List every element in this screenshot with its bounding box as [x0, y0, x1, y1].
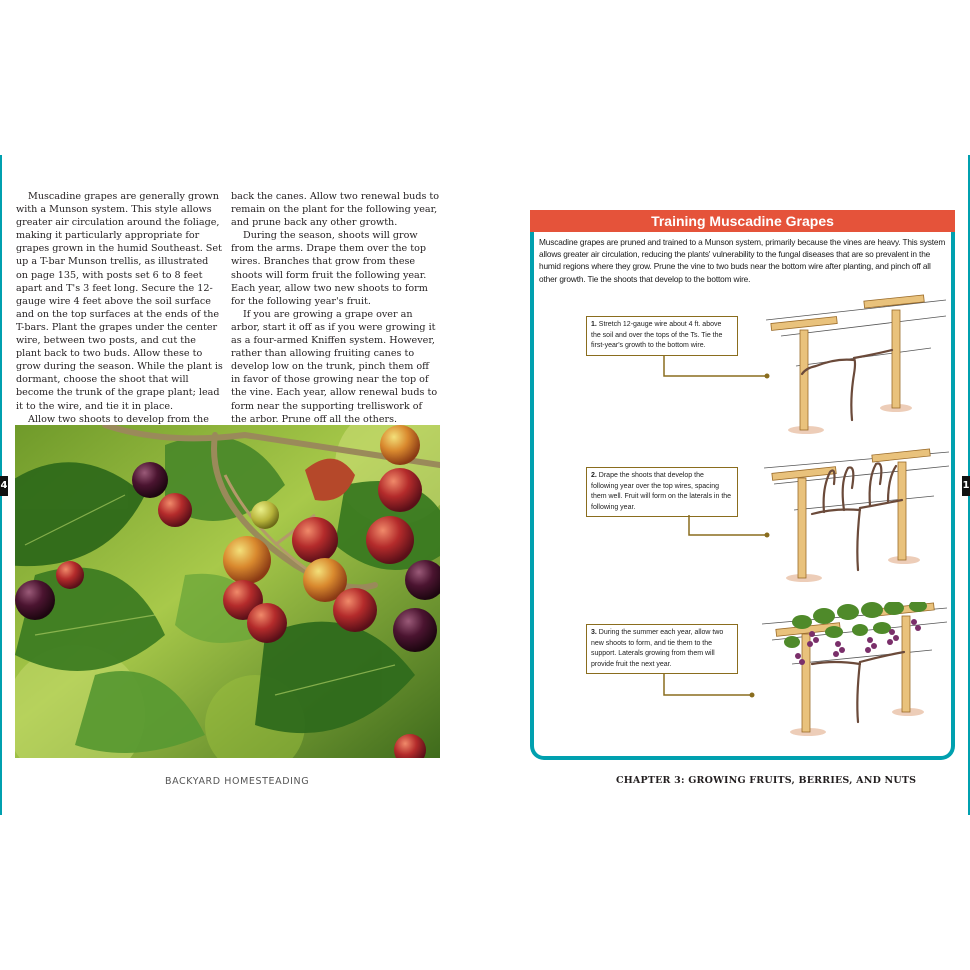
right-page-footer: CHAPTER 3: GROWING FRUITS, BERRIES, AND NUTS	[616, 775, 917, 786]
step-1-leader-line	[659, 355, 774, 385]
left-column-1	[16, 190, 223, 465]
step-number: 1.	[591, 321, 597, 328]
left-column-2	[231, 190, 440, 426]
trellis-illustration-year-2	[764, 448, 954, 588]
step-text: During the summer each year, allow two new shoots to form, and tie them to the support. Laterals growing from them will provide fruit the next year.	[591, 629, 724, 668]
sidebar-title: Training Muscadine Grapes	[530, 210, 955, 232]
step-3-leader-line	[659, 673, 759, 703]
step-text: Stretch 12-gauge wire about 4 ft. above the soil and over the tops of the Ts. Tie the first-year's growth to the bottom wire.	[591, 321, 723, 350]
step-1-callout	[586, 316, 738, 356]
sidebar-intro: Muscadine grapes are pruned and trained to a Munson system, primarily because the vines are heavy. This system allows greater air circulation, reducing the plants' vulnerability to the fungal diseases that are so prevalent in the humid regions where they grow. Prune the vine to two buds near the bottom wire after planting, and pinch off all other growth. Tie the shoots that develop to the bottom wire.	[539, 237, 946, 284]
trellis-illustration-year-1	[766, 288, 951, 438]
step-2-leader-line	[684, 515, 774, 540]
left-page-tab: 4	[0, 476, 8, 496]
trellis-illustration-year-3	[762, 602, 952, 742]
muscadine-grapes-photo	[15, 425, 440, 758]
training-sidebar	[530, 210, 955, 760]
step-number: 3.	[591, 629, 597, 636]
step-3-callout	[586, 624, 738, 674]
step-2-callout	[586, 467, 738, 517]
paragraph: Muscadine grapes are generally grown with a Munson system. This style allows greater air circulation around the foliage, making it particularly appropriate for grapes grown in the humid Southeast. Set up a T-bar Munson trellis, as illustrated on page 135, with posts set 6 to 8 feet apart and T's 3 feet long. Secure the 12-gauge wire 4 feet above the soil surface and on the top surfaces at the ends of the T-bars. Plant the grapes under the center wire, between two posts, and cut the plant back to two buds. Allow these to grow during the season. While the plant is dormant, choose the shoot that will become the trunk of the grape plant; lead it to the wire, and tie it in place.	[16, 191, 223, 412]
paragraph: During the season, shoots will grow from the arms. Drape them over the top wires. Branches that grow from these shoots will form fruit the following year. Each year, allow two new shoots to form for the following year's fruit.	[231, 230, 428, 307]
paragraph: back the canes. Allow two renewal buds to remain on the plant for the following year, and prune back any other growth.	[231, 191, 440, 229]
paragraph: Allow two shoots to develop from the	[28, 413, 209, 425]
step-number: 2.	[591, 472, 597, 479]
left-page-footer: BACKYARD HOMESTEADING	[165, 776, 310, 787]
right-page-tab: 1	[962, 476, 970, 496]
step-text: Drape the shoots that develop the following year over the top wires, spacing them well. Fruit will form on the laterals in the following year.	[591, 472, 732, 511]
paragraph: If you are growing a grape over an arbor, start it off as if you were growing it as a four-armed Kniffen system. However, rather than allowing fruiting canes to develop low on the trunk, pinch them off in favor of those growing near the top of the vine. Each year, allow renewal buds to form near the supporting trelliswork of the arbor. Prune off all the others.	[231, 308, 438, 425]
